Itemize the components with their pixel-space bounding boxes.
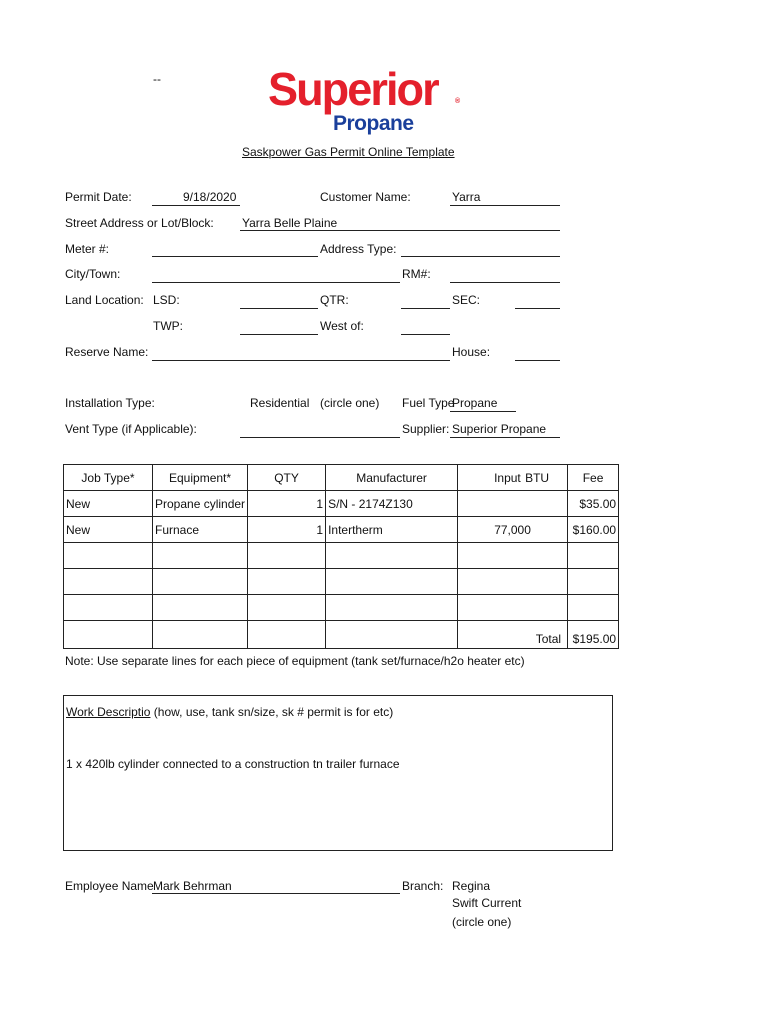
branch-option-regina[interactable]: Regina bbox=[452, 879, 491, 893]
qtr-label: QTR: bbox=[320, 293, 349, 307]
row2-fee[interactable]: $160.00 bbox=[568, 517, 619, 543]
sec-field[interactable] bbox=[515, 308, 560, 309]
permit-date-underline bbox=[152, 205, 240, 206]
west-of-label: West of: bbox=[320, 319, 364, 333]
branch-label: Branch: bbox=[402, 879, 444, 893]
employee-name-value[interactable]: Mark Behrman bbox=[153, 879, 232, 893]
header-job-type: Job Type* bbox=[64, 465, 153, 491]
city-label: City/Town: bbox=[65, 267, 121, 281]
table-row bbox=[64, 595, 619, 621]
customer-name-value[interactable]: Yarra bbox=[452, 190, 481, 204]
row1-fee[interactable]: $35.00 bbox=[568, 491, 619, 517]
row1-manufacturer[interactable]: S/N - 2174Z130 bbox=[326, 491, 458, 517]
row3-job[interactable] bbox=[64, 543, 153, 569]
work-description-part1: 1 x 420lb cylinder connected to a construction t bbox=[66, 757, 317, 771]
rm-field[interactable] bbox=[450, 282, 560, 283]
twp-label: TWP: bbox=[153, 319, 183, 333]
street-address-value[interactable]: Yarra Belle Plaine bbox=[242, 216, 338, 230]
vent-type-field[interactable] bbox=[240, 437, 400, 438]
supplier-label: Supplier: bbox=[402, 422, 450, 436]
installation-type-label: Installation Type: bbox=[65, 396, 155, 410]
customer-name-underline bbox=[450, 205, 560, 206]
top-mark: -- bbox=[153, 72, 161, 86]
street-address-underline bbox=[240, 230, 560, 231]
row4-fee[interactable] bbox=[568, 569, 619, 595]
lsd-label: LSD: bbox=[153, 293, 180, 307]
city-field[interactable] bbox=[152, 282, 400, 283]
table-row bbox=[64, 517, 619, 543]
fuel-type-value[interactable]: Propane bbox=[452, 396, 498, 410]
row3-manufacturer[interactable] bbox=[326, 543, 458, 569]
total-label: Total bbox=[458, 621, 568, 649]
installation-type-value[interactable]: Residential bbox=[250, 396, 310, 410]
vent-type-label: Vent Type (if Applicable): bbox=[65, 422, 197, 436]
row5-equipment[interactable] bbox=[153, 595, 248, 621]
equipment-table bbox=[63, 464, 619, 649]
meter-label: Meter #: bbox=[65, 242, 110, 256]
reserve-name-field[interactable] bbox=[152, 360, 450, 361]
logo-word-propane: Propane bbox=[333, 112, 414, 135]
table-row bbox=[64, 491, 619, 517]
reserve-name-label: Reserve Name: bbox=[65, 345, 149, 359]
branch-circle-one-note: (circle one) bbox=[452, 915, 512, 929]
row3-equipment[interactable] bbox=[153, 543, 248, 569]
qtr-field[interactable] bbox=[401, 308, 450, 309]
row4-input[interactable] bbox=[458, 569, 568, 595]
total-value: $195.00 bbox=[568, 621, 619, 649]
work-description-heading bbox=[66, 705, 393, 719]
row2-equipment[interactable]: Furnace bbox=[153, 517, 248, 543]
table-header-row bbox=[64, 465, 619, 491]
supplier-value[interactable]: Superior Propane bbox=[452, 422, 547, 436]
address-type-label: Address Type: bbox=[320, 242, 397, 256]
row3-input[interactable] bbox=[458, 543, 568, 569]
row1-input[interactable] bbox=[458, 491, 568, 517]
row2-manufacturer[interactable]: Intertherm bbox=[326, 517, 458, 543]
table-row bbox=[64, 543, 619, 569]
customer-name-label: Customer Name: bbox=[320, 190, 411, 204]
header-btu: BTU bbox=[525, 471, 550, 485]
twp-field[interactable] bbox=[240, 334, 318, 335]
row3-qty[interactable] bbox=[248, 543, 326, 569]
table-total-row bbox=[64, 621, 619, 649]
house-label: House: bbox=[452, 345, 491, 359]
row2-qty[interactable]: 1 bbox=[248, 517, 326, 543]
supplier-underline bbox=[450, 437, 560, 438]
header-equipment: Equipment* bbox=[153, 465, 248, 491]
lsd-field[interactable] bbox=[240, 308, 318, 309]
table-row bbox=[64, 569, 619, 595]
permit-date-label: Permit Date: bbox=[65, 190, 132, 204]
row5-fee[interactable] bbox=[568, 595, 619, 621]
logo-registered-mark: ® bbox=[455, 98, 461, 105]
circle-one-note: (circle one) bbox=[320, 396, 380, 410]
house-field[interactable] bbox=[515, 360, 560, 361]
rm-label: RM#: bbox=[402, 267, 431, 281]
row4-job[interactable] bbox=[64, 569, 153, 595]
row5-manufacturer[interactable] bbox=[326, 595, 458, 621]
row5-input[interactable] bbox=[458, 595, 568, 621]
header-manufacturer: Manufacturer bbox=[326, 465, 458, 491]
permit-date-value[interactable]: 9/18/2020 bbox=[183, 190, 237, 204]
header-input: Input bbox=[494, 471, 521, 485]
header-qty: QTY bbox=[248, 465, 326, 491]
row2-job[interactable]: New bbox=[64, 517, 153, 543]
work-description-label: Work Descriptio bbox=[66, 705, 151, 719]
meter-field[interactable] bbox=[152, 256, 318, 257]
employee-name-underline bbox=[152, 893, 400, 894]
work-description-hint: (how, use, tank sn/size, sk # permit is for etc) bbox=[150, 705, 394, 719]
row1-equipment[interactable]: Propane cylinder bbox=[153, 491, 248, 517]
sec-label: SEC: bbox=[452, 293, 481, 307]
page-title: Saskpower Gas Permit Online Template bbox=[242, 145, 455, 159]
row3-fee[interactable] bbox=[568, 543, 619, 569]
row5-qty[interactable] bbox=[248, 595, 326, 621]
employee-name-label: Employee Name bbox=[65, 879, 154, 893]
work-description-box[interactable] bbox=[63, 695, 613, 851]
land-location-label: Land Location: bbox=[65, 293, 144, 307]
row1-qty[interactable]: 1 bbox=[248, 491, 326, 517]
header-fee: Fee bbox=[568, 465, 619, 491]
west-of-field[interactable] bbox=[401, 334, 450, 335]
logo-word-superior: Superior bbox=[268, 63, 438, 115]
fuel-type-underline bbox=[450, 411, 516, 412]
row2-input[interactable]: 77,000 bbox=[458, 517, 568, 543]
row1-job[interactable]: New bbox=[64, 491, 153, 517]
work-description-part2: n trailer furnace bbox=[316, 757, 400, 771]
work-description-text[interactable] bbox=[66, 757, 400, 771]
row4-qty[interactable] bbox=[248, 569, 326, 595]
row5-job[interactable] bbox=[64, 595, 153, 621]
row4-manufacturer[interactable] bbox=[326, 569, 458, 595]
row4-equipment[interactable] bbox=[153, 569, 248, 595]
address-type-field[interactable] bbox=[401, 256, 560, 257]
header-input-btu bbox=[458, 465, 568, 491]
street-address-label: Street Address or Lot/Block: bbox=[65, 216, 214, 230]
equipment-note: Note: Use separate lines for each piece of equipment (tank set/furnace/h2o heater etc) bbox=[65, 654, 525, 668]
fuel-type-label: Fuel Type bbox=[402, 396, 455, 410]
branch-option-swift-current[interactable]: Swift Current bbox=[452, 896, 522, 910]
